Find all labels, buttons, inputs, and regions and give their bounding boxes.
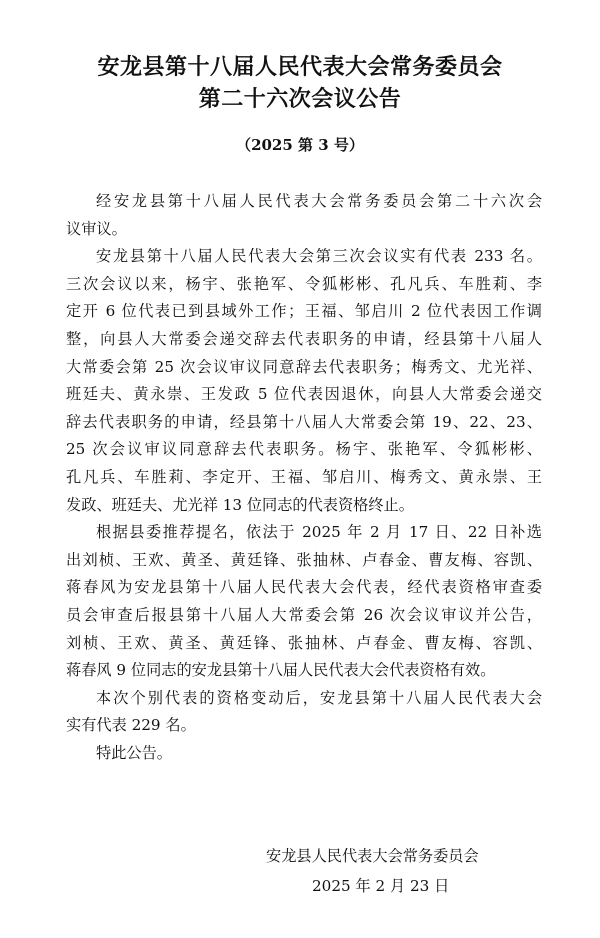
paragraph-3-line: 蒋春风 9 位同志的安龙县第十八届人民代表大会代表资格有效。 <box>66 661 496 680</box>
paragraph-4-line: 实有代表 229 名。 <box>66 716 196 735</box>
signature-organization: 安龙县人民代表大会常务委员会 <box>266 847 479 865</box>
paragraph-2-line: 发政、班廷夫、尤光祥 13 位同志的代表资格终止。 <box>66 495 414 514</box>
paragraph-4-line: 本次个别代表的资格变动后，安龙县第十八届人民代表大会 <box>96 688 542 707</box>
paragraph-2-line: 25 次会议审议同意辞去代表职务。杨宇、张艳军、令狐彬彬、 <box>66 440 542 459</box>
paragraph-2-line: 安龙县第十八届人民代表大会第三次会议实有代表 233 名。 <box>96 247 542 266</box>
paragraph-2-line: 孔凡兵、车胜莉、李定开、王福、邹启川、梅秀文、黄永崇、王 <box>66 468 542 486</box>
paragraph-1-line: 经安龙县第十八届人民代表大会常务委员会第二十六次会 <box>96 192 542 210</box>
paragraph-5-line: 特此公告。 <box>96 744 172 762</box>
paragraph-3-line: 根据县委推荐提名，依法于 2025 年 2 月 17 日、22 日补选 <box>96 523 542 542</box>
paragraph-2-line: 班廷夫、黄永崇、王发政 5 位代表因退休，向县人大常委会递交 <box>66 385 542 404</box>
paragraph-2-line: 辞去代表职务的申请，经县第十八届人大常委会第 19、22、23、 <box>66 412 542 431</box>
paragraph-3-line: 出刘桢、王欢、黄圣、黄廷锋、张抽林、卢春金、曹友梅、容凯、 <box>66 550 542 569</box>
title-line-1: 安龙县第十八届人民代表大会常务委员会 <box>97 54 503 80</box>
paragraph-1-line: 议审议。 <box>66 219 127 238</box>
paragraph-2-line: 定开 6 位代表已到县域外工作；王福、邹启川 2 位代表因工作调 <box>66 302 542 321</box>
paragraph-2-line: 整，向县人大常委会递交辞去代表职务的申请，经县第十八届人 <box>66 330 542 348</box>
paragraph-2-line: 三次会议以来，杨宇、张艳军、令狐彬彬、孔凡兵、车胜莉、李 <box>66 274 542 293</box>
paragraph-3-line: 刘桢、王欢、黄圣、黄廷锋、张抽林、卢春金、曹友梅、容凯、 <box>66 633 542 652</box>
signature-date: 2025 年 2 月 23 日 <box>312 877 450 895</box>
paragraph-3-line: 员会审查后报县第十八届人大常委会第 26 次会议审议并公告， <box>66 606 542 624</box>
paragraph-3-line: 蒋春风为安龙县第十八届人民代表大会代表，经代表资格审查委 <box>66 578 542 597</box>
title-line-2: 第二十六次会议公告 <box>198 86 402 112</box>
document-number: （2025 第 3 号） <box>236 136 364 154</box>
paragraph-2-line: 大常委会第 25 次会议审议同意辞去代表职务；梅秀文、尤光祥、 <box>66 357 542 376</box>
